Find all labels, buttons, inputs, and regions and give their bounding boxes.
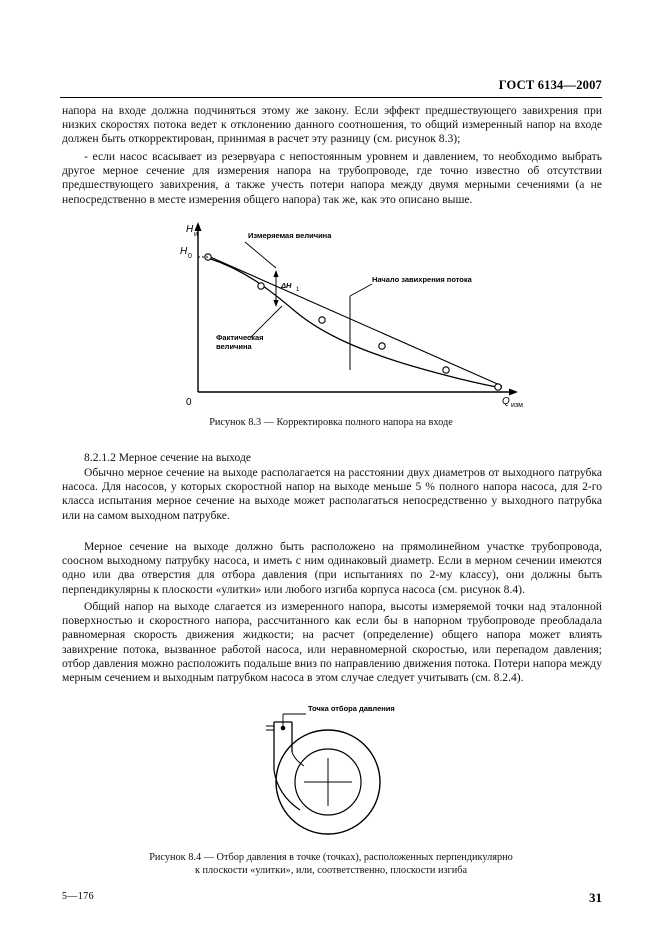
figure-8-3-y-axis-sub: и (194, 231, 198, 238)
figure-8-3-label-actual-1: Фактическая (216, 333, 264, 342)
figure-8-3-label-measured: Измеряемая величина (248, 231, 332, 240)
page-header-standard: ГОСТ 6134—2007 (498, 78, 602, 92)
figure-8-3-label-delta: ΔH (281, 281, 292, 290)
figure-8-3 (150, 218, 530, 408)
figure-8-4 (230, 700, 430, 840)
paragraph-2: - если насос всасывает из резервуара с непостоянным уровнем и давлением, то необходимо выбрать другое мерное сечение для измерения напора на трубопроводе, где точно известно об отсутствии предшествующего завихрения, а также учесть потери напора между двумя мерными сечениями (а не непосредственно в месте измерения общего напора) так же, как это описано выше. (62, 150, 602, 206)
figure-8-3-label-delta-sub: 1 (296, 287, 300, 293)
figure-8-4-caption-line2: к плоскости «улитки», или, соответственно, плоскости изгиба (194, 865, 468, 876)
paragraph-4: Мерное сечение на выходе должно быть расположено на прямолинейном участке трубопровода, соосном выходному патрубку насоса, и иметь с ним одинаковый диаметр. Если в мерном сечении имеются одно или два отверстия для отбора давления (при испытаниях по 2-му классу), они должны быть перпендикулярны к плоскости «улитки» или любого изгиба корпуса насоса (см. рисунок 8.4). (62, 540, 602, 596)
paragraph-5: Общий напор на выходе слагается из измеренного напора, высоты измеряемой точки над эталонной поверхностью и скоростного напора, рассчитанного как если бы в напорном трубопроводе преобладала равномерная скорость движения жидкости; на расчет (определение) общего напора может влиять завихрение потока, вызванное работой насоса, или неравномерной скоростью, или перепадом давления; отбор давления можно расположить подальше вниз по направлению движения потока. Потери напора между мерным сечением и выходным патрубком насоса в этом случае следует учитывать (см. 8.2.4). (62, 600, 602, 685)
figure-8-3-origin-label: 0 (186, 397, 192, 408)
header-divider (60, 97, 602, 98)
figure-8-3-h0-label: H (180, 246, 188, 257)
footer-signature: 5—176 (62, 891, 94, 902)
figure-8-3-h0-sub: 0 (188, 253, 192, 260)
figure-8-3-label-start-swirl: Начало завихрения потока (372, 275, 472, 284)
figure-8-3-caption: Рисунок 8.3 — Корректировка полного напора на входе (209, 417, 453, 428)
heading-8-2-1-2: 8.2.1.2 Мерное сечение на выходе (84, 451, 252, 464)
figure-8-3-x-axis-label: Q (502, 396, 510, 407)
figure-8-3-graph (150, 218, 530, 408)
paragraph-1: напора на входе должна подчиняться этому же закону. Если эффект предшествующего завихрения при низких скоростях потока ведет к отклонению данного соотношения, то общий измеренный напор на входе должен быть откорректирован, принимая в расчет эту разницу (см. рисунок 8.3); (62, 104, 602, 146)
figure-8-3-y-axis-label: H (186, 224, 194, 235)
figure-8-4-label-pressure-tap: Точка отбора давления (308, 704, 395, 713)
figure-8-4-caption-line1: Рисунок 8.4 — Отбор давления в точке (точках), расположенных перпендикулярно (149, 852, 513, 863)
paragraph-3: Обычно мерное сечение на выходе располагается на расстоянии двух диаметров от выходного патрубка насоса. Для насосов, у которых скоростной напор на выходе меньше 5 % полного напора насоса, для 2-го класса испытания мерное сечение на выходе может располагаться непосредственно у выходного патрубка или на самом выходном патрубке. (62, 466, 602, 522)
page-number: 31 (589, 890, 602, 905)
figure-8-3-x-axis-sub: изм (511, 402, 523, 408)
figure-8-3-label-actual-2: величина (216, 342, 252, 351)
figure-8-4-drawing (230, 700, 430, 840)
